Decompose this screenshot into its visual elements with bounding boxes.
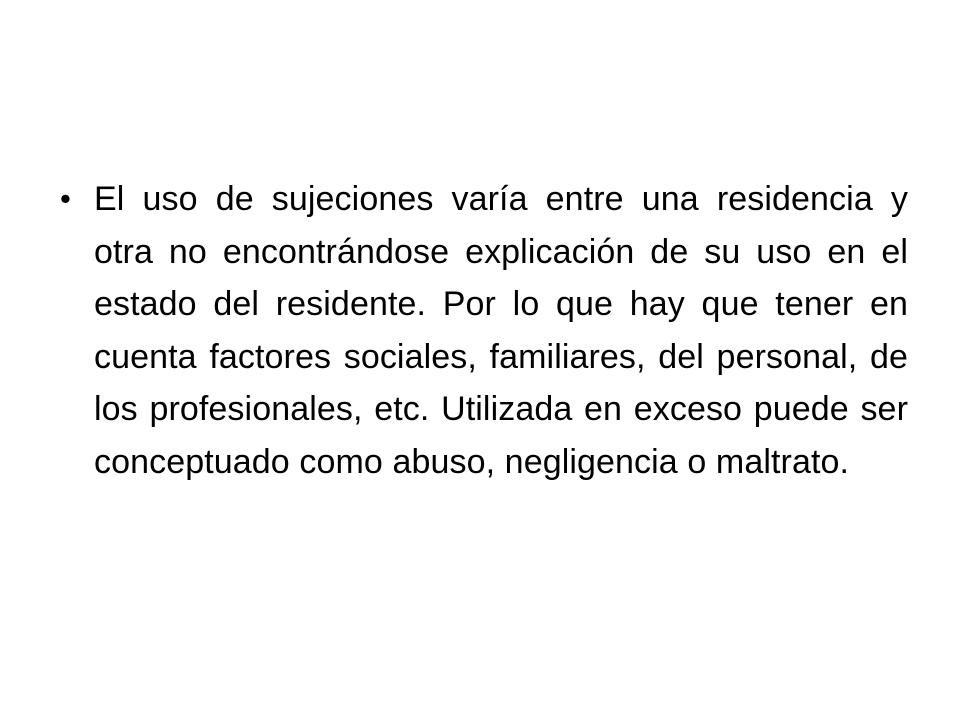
bullet-item <box>60 173 908 488</box>
bullet-marker: • <box>60 181 71 216</box>
bullet-text: El uso de sujeciones varía entre una residencia y otra no encontrándose explicación de su uso en el estado del residente. Por lo que hay que tener en cuenta factores sociales, familiares, del personal, de los profesionales, etc. Utilizada en exceso puede ser conceptuado como abuso, negligencia o maltrato. <box>94 180 908 481</box>
